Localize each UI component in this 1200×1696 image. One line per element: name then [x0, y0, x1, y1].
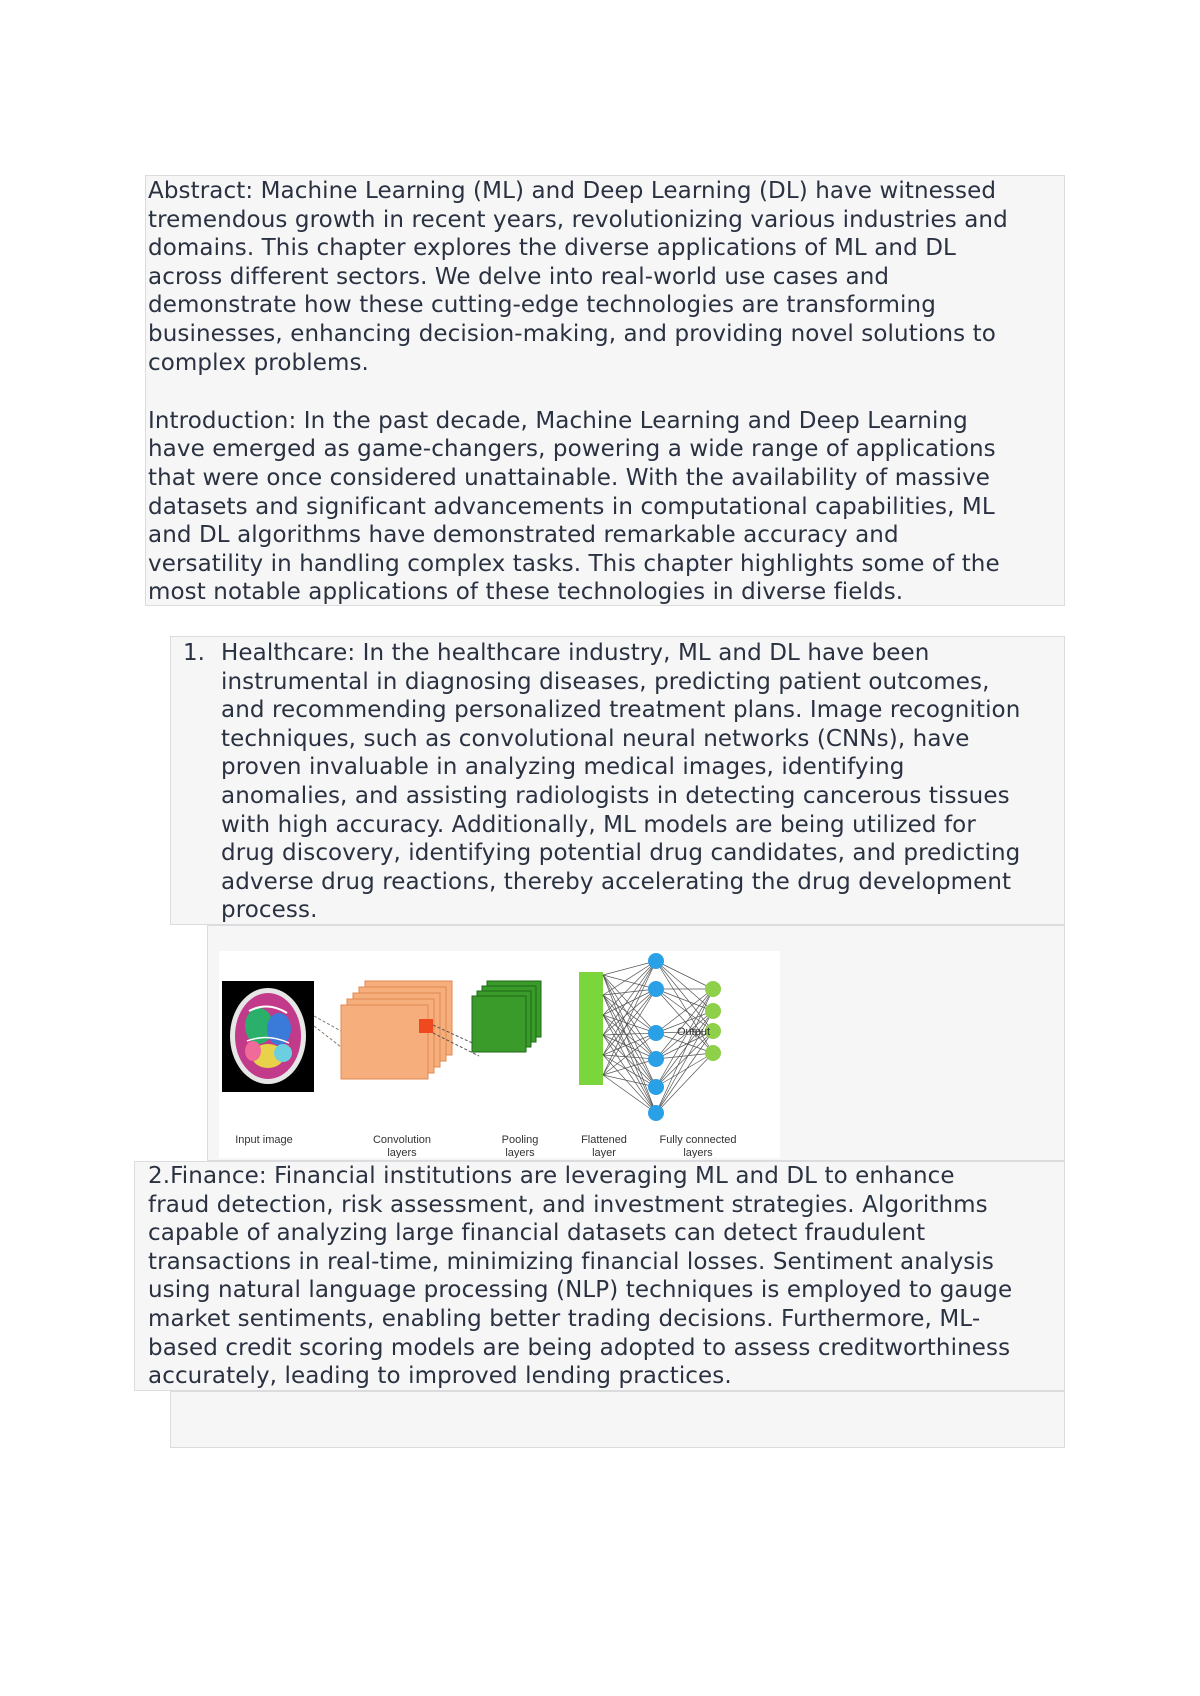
cnn-diagram [219, 951, 780, 1158]
abstract-intro-block [145, 175, 1065, 606]
brain-scan-image [222, 981, 314, 1092]
hidden-node [648, 1025, 664, 1041]
output-node [705, 981, 721, 997]
flattened-label-line2: layer [592, 1147, 616, 1158]
input-image-label: Input image [235, 1134, 293, 1146]
pooling-label-line2: layers [505, 1147, 535, 1158]
hidden-node [648, 1051, 664, 1067]
list-number: 1. [183, 640, 205, 666]
convolution-label-line2: layers [387, 1147, 417, 1158]
hidden-node [648, 981, 664, 997]
fully-connected-label-line1: Fully connected [659, 1134, 737, 1146]
pooling-label-line1: Pooling [501, 1134, 539, 1146]
finance-paragraph: 2.Finance: Financial institutions are leveraging ML and DL to enhance fraud detection, risk assessment, and investment strategies. Algorithms capable of analyzing large financial datasets can detect fraudulent transactions in real-time, minimizing financial losses. Sentiment analysis using natural language processing (NLP) techniques is employed to gauge market sentiments, enabling better trading decisions. Furthermore, ML- based credit scoring models are being adopted to assess creditworthiness accurately, leading to improved lending practices. [148, 1163, 1013, 1390]
hidden-node [648, 953, 664, 969]
pooling-layers [472, 981, 541, 1052]
convolution-label-line1: Convolution [372, 1134, 432, 1146]
output-node [705, 1003, 721, 1019]
flattened-layer [579, 972, 603, 1085]
healthcare-paragraph: Healthcare: In the healthcare industry, ML and DL have been instrumental in diagnosing diseases, predicting patient outcomes, and recommending personalized treatment plans. Image recognition techniques, such as convolutional neural networks (CNNs), have proven invaluable in analyzing medical images, identifying anomalies, and assisting radiologists in detecting cancerous tissues with high accuracy. Additionally, ML models are being utilized for drug discovery, identifying potential drug candidates, and predicting adverse drug reactions, thereby accelerating the drug development process. [221, 640, 1021, 924]
finance-section [134, 1161, 1065, 1391]
hidden-node [648, 1105, 664, 1121]
output-label: Output [677, 1026, 711, 1038]
convolution-layers [341, 981, 452, 1079]
introduction-paragraph: Introduction: In the past decade, Machine Learning and Deep Learning have emerged as game-changers, powering a wide range of applications that were once considered unattainable. With the availability of massive datasets and significant advancements in computational capabilities, ML and DL algorithms have demonstrated remarkable accuracy and versatility in handling complex tasks. This chapter highlights some of the most notable applications of these technologies in diverse fields. [148, 407, 1000, 606]
paragraph-gap [146, 377, 1064, 406]
hidden-node [648, 1079, 664, 1095]
abstract-paragraph: Abstract: Machine Learning (ML) and Deep Learning (DL) have witnessed tremendous growth in recent years, revolutionizing various industries and domains. This chapter explores the diverse applications of ML and DL across different sectors. We delve into real-world use cases and demonstrate how these cutting-edge technologies are transforming businesses, enhancing decision-making, and providing novel solutions to complex problems. [148, 178, 1008, 376]
output-node [705, 1045, 721, 1061]
empty-block [170, 1391, 1065, 1448]
healthcare-list-item [170, 636, 1065, 925]
fully-connected-label-line2: layers [683, 1147, 713, 1158]
flattened-label-line1: Flattened [581, 1134, 627, 1146]
hidden-nodes [648, 953, 664, 1121]
cnn-diagram-figure [219, 951, 780, 1158]
